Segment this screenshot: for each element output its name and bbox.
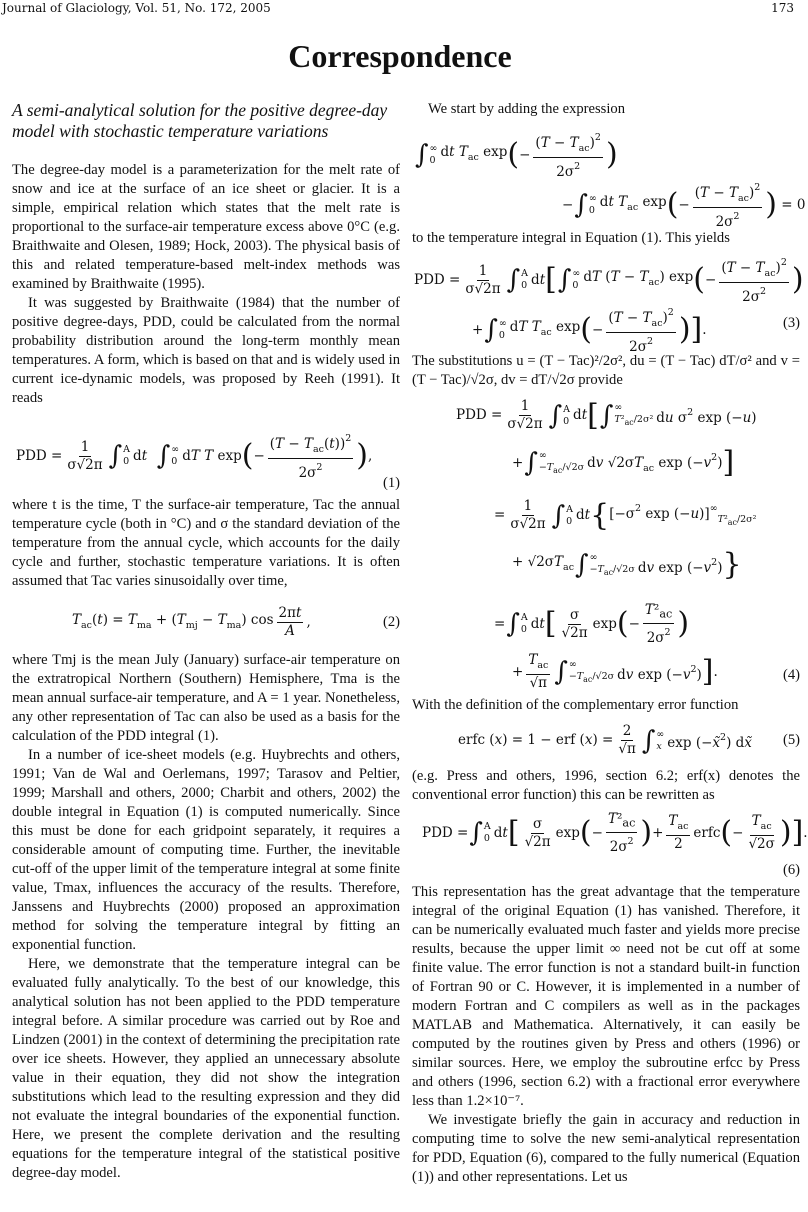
- equation-4: PDD = $\frac{1}{\sigma√2\pi}$ ∫ A 0 dt [ ∫ ∞ $T^2_{ac}/2\sigma^2$ du $\sigma^2$ exp (−u) + ∫ ∞ $-T_{ac}/√2\sigma$ dv $√2\sigma T_{ac}$ $\exp (-v^2)$ ] = $\frac{1}{\sigma√2\pi}$ ∫ A 0 dt { [$-\sigma^2$ $\exp (-u)]^\infty_{T^2_{ac}/2\sigma^2}$ + $√2\sigma T_{ac}$ ∫ ∞ $-T_{ac}/√2\sigma$ dv $\exp (-v^2)$ } = ∫ A 0 dt [ $\frac{\sigma}{√2\pi}$ exp ( − $\frac{T^2_{ac}}{2\sigma^2}$ ) + $\frac{T_{ac}}{√\pi}$ ∫ ∞ $-T_{ac}/√2\sigma$ dv $\exp (-v^2)$ ] . (4): [456, 397, 800, 691]
- paragraph: In a number of ice-sheet models (e.g. Huybrechts and others, 1991; Van de Wal and Oerlemans, 1997; Tarasov and Peltier, 1999; Marshall and others, 2000; Charbit and others, 2002) the double integral in Equation (1) is computed numerically. Since this must be done for each gridpoint separately, it requires a considerable amount of computing time. Further, the inevitable cut-off of the upper limit of the temperature integral at some finite value, Tmax, influences the accuracy of the results. Therefore, Janssens and Huybrechts (2000) proposed an approximation method for solving the temperature integral by fitting an exponential function.: [12, 747, 400, 953]
- equation-5: erfc (x) = 1 − erf (x) = $\frac{2}{√\pi}$ ∫ ∞ x exp (−x̃$^2$) dx̃ (5): [458, 723, 800, 757]
- paragraph: (e.g. Press and others, 1996, section 6.2; erf(x) denotes the conventional error function) this can be rewritten as: [412, 768, 800, 803]
- paragraph: It was suggested by Braithwaite (1984) that the number of positive degree-days, PDD, could be calculated from the normal probability distribution around the long-term monthly mean temperatures. A form, which is based on that and is widely used in current ice-dynamic models, was proposed by Reeh (1991). It reads: [12, 295, 400, 406]
- equation-number: (3): [782, 315, 800, 331]
- section-title: Correspondence: [288, 38, 512, 74]
- paragraph: With the definition of the complementary error function: [412, 697, 739, 713]
- paragraph: This representation has the great advantage that the temperature integral of the original Equation (1) has vanished. Therefore, it can be numerically evaluated much faster and yields more precise results, because the upper limit ∞ need not be cut off at some finite value. The error function is not a standard built-in function of Fortran 90 or C. However, it is implemented in a number of modern Fortran and C compilers as well as in the packages MATLAB and Mathematica. Alternatively, it can easily be computed by the routines given by Press and others (1996) or similar sources. Here, we employ the subroutine erfcc by Press and others (1996, section 6.2) with a fractional error everywhere less than 1.2×10⁻⁷.: [412, 884, 800, 1109]
- equation-3: PDD = $\frac{1}{\sigma√2\pi}$ ∫ A 0 dt [ ∫ ∞ 0 dT $(T - T_{ac})$ exp ( − $\frac{(T - T_{ac})^2}{2\sigma^2}$ ) + ∫ ∞ 0 dT $T_{ac}$ exp ( − $\frac{(T - T_{ac})^2}{2\sigma^2}$ )] . (3): [412, 248, 800, 352]
- equation-number: (6): [782, 862, 800, 878]
- paragraph: where Tmj is the mean July (January) surface-air temperature on the extratropical Northern (Southern) Hemisphere, Tma is the mean annual surface-air temperature, and A = 1 year. Nonetheless, any other representation of Tac can also be used as a basis for the calculation of the PDD integral (1).: [12, 652, 400, 744]
- paragraph: We start by adding the expression: [428, 101, 626, 117]
- paragraph: where t is the time, T the surface-air temperature, Tac the annual temperature cycle (both in °C) and σ the standard deviation of the temperature from the annual cycle, which accounts for the daily cycle and further, stochastic temperature variations. It is often assumed that Tac varies sinusoidally over time,: [12, 497, 400, 589]
- equation-2: $T_{ac}(t) = T_{ma} + (T_{mj} - T_{ma})$ cos $\frac{2\pi t}{A}$ , (2): [72, 605, 400, 639]
- paragraph: Here, we demonstrate that the temperature integral can be evaluated fully analytically. To the best of our knowledge, this analytical solution has not been applied to the PDD temperature integral before. A similar procedure was carried out by Roe and Lindzen (2001) in the context of determining the precipitation rate over ice sheets. However, they applied an unnecessary absolute value in their equation, they did not show the integration substitutions which lead to the resulting expression and they did not evaluate the integral boundaries of the exponential function. Here, we present the complete derivation and the resulting equations for the temperature integral of the statistical positive degree-day model.: [12, 956, 400, 1181]
- right-column: [412, 100, 808, 1187]
- equation-number: (2): [382, 614, 400, 630]
- equation-1: PDD = $\frac{1}{\sigma√2\pi}$ ∫ A 0 dt ∫ ∞ 0 dT T exp ( − $\frac{(T - T_{ac}(t))^2}{2\sigma^2}$ ) , (1): [12, 420, 400, 496]
- article-title: A semi-analytical solution for the positive degree-day model with stochastic temperature variations: [12, 100, 388, 141]
- expression-added: ∫ ∞ 0 dt $T_{ac}$ exp ( − $\frac{(T - T_{ac})^2}{2\sigma^2}$ ) − ∫ ∞ 0 dt $T_{ac}$ exp ( − $\frac{(T - T_{ac})^2}{2\sigma^2}$ ) = 0: [412, 119, 800, 229]
- equation-number: (5): [782, 732, 800, 748]
- page-number: 173: [771, 1, 794, 15]
- equation-number: (4): [782, 667, 800, 683]
- equation-6: PDD = ∫ A 0 dt [ $\frac{\sigma}{√2\pi}$ exp ( − $\frac{T^2_{ac}}{2\sigma^2}$ ) + $\frac{T_{ac}}{2}$ erfc ( − $\frac{T_{ac}}{√2\sigma}$ )] . (6): [422, 811, 808, 878]
- paragraph: to the temperature integral in Equation (1). This yields: [412, 230, 730, 246]
- journal-citation: Journal of Glaciology, Vol. 51, No. 172, 2005: [2, 1, 271, 15]
- left-column: [12, 100, 400, 1183]
- paragraph: The substitutions u = (T − Tac)²/2σ², du = (T − Tac) dT/σ² and v = (T − Tac)/√2σ, dv = dT/√2σ provide: [412, 353, 800, 388]
- paragraph: We investigate briefly the gain in accuracy and reduction in computing time to solve the new semi-analytical representation for PDD, Equation (6), compared to the fully numerical (Equation (1)) and other representations. Let us: [412, 1112, 800, 1185]
- paragraph: The degree-day model is a parameterization for the melt rate of snow and ice at the surface of an ice sheet or glacier. It is a simple, empirical relation which states that the melt rate is proportional to the surface-air temperature excess above 0°C (e.g. Braithwaite and Olesen, 1989; Hock, 2003). The physical basis of this and related temperature-based melt-index methods was examined by Braithwaite (1995).: [12, 162, 400, 292]
- running-header: [0, 0, 800, 16]
- equation-number: (1): [382, 475, 400, 491]
